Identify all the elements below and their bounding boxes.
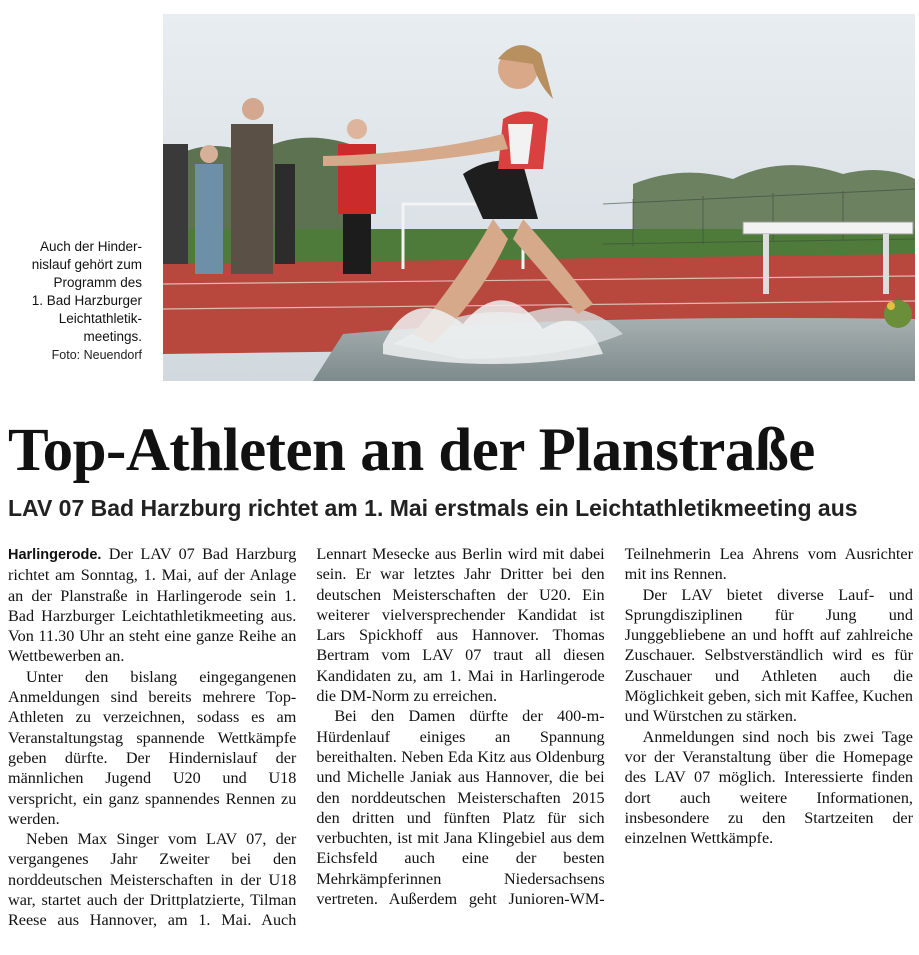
caption-line: 1. Bad Harzburger <box>31 293 142 308</box>
caption-line: nislauf gehört zum <box>31 257 142 272</box>
headline: Top-Athleten an der Planstraße <box>8 417 815 484</box>
subheadline: LAV 07 Bad Harzburg richtet am 1. Mai erstmals ein Leichtathletikmeeting aus <box>8 495 858 521</box>
article-paragraph: Unter den bislang eingegangenen Anmeldungen sind bereits mehrere Top-Athleten zu verzeichnen, sodass es am Veranstaltungstag spannende Wettkämpfe geben dürfte. Der Hindernislauf der männlichen Jugend U20 und U18 verspricht, ein ganz spannendes Rennen zu werden. <box>8 667 297 828</box>
dateline: Harlingerode. <box>8 547 102 563</box>
article-paragraph: Neben Max Singer vom LAV 07, der vergangenes Jahr Zweiter bei den norddeutschen Meisterschaften in der U18 war, startet auch der Drittplatzierte, Tilman Reese aus Hannover, am 1. Mai. Auch Lennart Mesecke aus Berlin wird mit dabei sein. Er war letztes Jahr Dritter bei den deutschen Meisterschaften der U20. Ein weiterer vielversprechender Kandidat ist Lars Spickhoff aus Hannover. Thomas Bertram vom LAV 07 traut all diesen Kandidaten zu, am 1. Mai in Harlingerode die DM-Norm zu erreichen. <box>8 545 605 930</box>
photo-credit: Foto: Neuendorf <box>51 348 142 362</box>
caption-line: Leichtathletik- <box>58 311 142 326</box>
photo-caption <box>6 238 142 364</box>
article-photo <box>163 14 915 381</box>
article-paragraph: Der LAV bietet diverse Lauf- und Sprungdisziplinen für Jung und Junggebliebene an und hofft auf zahlreiche Zuschauer. Selbstverständlich wird es für Zuschauer und Athleten auch die Möglichkeit geben, sich mit Kaffee, Kuchen und Würstchen zu stärken. <box>624 585 913 726</box>
paragraph-text: Der LAV 07 Bad Harzburg richtet am Sonntag, 1. Mai, auf der Anlage an der Planstraße in Harlingerode sein 1. Bad Harzburger Leichtathletikmeeting aus. Von 11.30 Uhr an steht eine ganze Reihe an Wettbewerben an. <box>8 545 297 666</box>
article-body <box>8 544 913 949</box>
caption-line: Programm des <box>53 275 142 290</box>
caption-line: meetings. <box>83 329 142 344</box>
article-paragraph: Bei den Damen dürfte der 400-m-Hürdenlauf einiges an Spannung bereithalten. Neben Eda Kitz aus Oldenburg und Michelle Janiak aus Hannover, die bei den norddeutschen Meisterschaften 2015 den dritten und fünften Platz für sich verbuchten, ist mit Jana Klingebiel aus dem Eichsfeld auch eine der besten Mehrkämpferinnen Niedersachsens vertreten. Außerdem geht Junioren-WM-Teilnehmerin Lea Ahrens vom Ausrichter mit ins Rennen. <box>316 545 913 909</box>
article-paragraph <box>8 544 296 667</box>
caption-line: Auch der Hinder- <box>39 239 142 254</box>
article-paragraph: Anmeldungen sind noch bis zwei Tage vor der Veranstaltung über die Homepage des LAV 07 möglich. Interessierte finden dort auch weitere Informationen, insbesondere zu den Startzeiten der einzelnen Wettkämpfe. <box>624 727 913 848</box>
steeplechase-runner-photo <box>163 14 915 381</box>
